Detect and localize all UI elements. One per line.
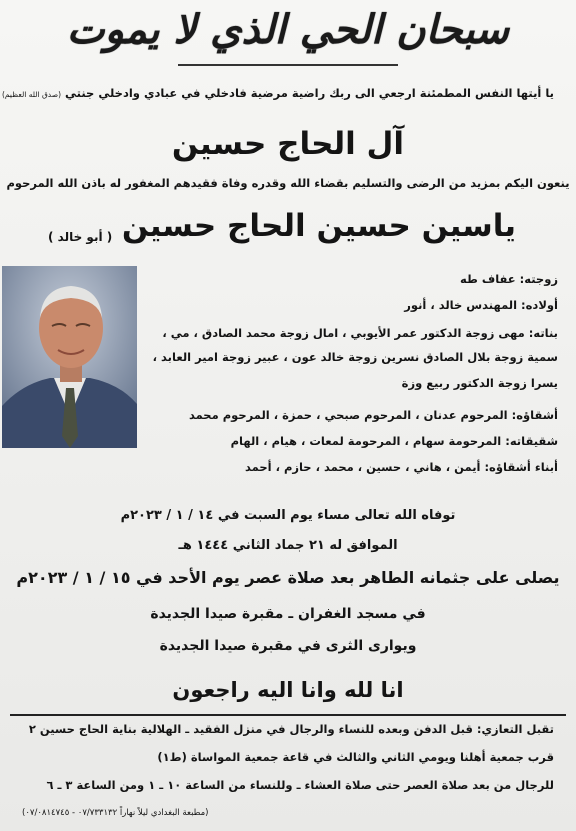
deceased-name: ياسين حسين الحاج حسين	[121, 208, 516, 244]
sons-line: أولاده: المهندس خالد ، أنور	[404, 298, 558, 312]
brothers-line: أشقاؤه: المرحوم عدنان ، المرحوم صبحي ، حمزة ، المرحوم محمد	[188, 408, 558, 422]
deceased-photo	[2, 266, 137, 448]
printer-credit: (مطبعة البغدادي ليلاً نهاراً ٠٧/٧٣٣١٣٢ - ٠٧/٠٨١٤٧٤٥)	[22, 808, 209, 818]
closing-verse: انا لله وانا اليه راجعون	[172, 678, 404, 702]
quran-verse	[2, 86, 554, 100]
hijri-date: الموافق له ٢١ جماد الثاني ١٤٤٤ هـ	[178, 538, 398, 553]
burial-location: ويوارى الثرى في مقبرة صيدا الجديدة	[159, 638, 417, 654]
funeral-prayer: يصلى على جثمانه الطاهر بعد صلاة عصر يوم الأحد في ١٥ / ١ / ٢٠٢٣م	[16, 568, 560, 587]
deceased-kunya: ( أبو خالد )	[48, 230, 113, 244]
portrait-image	[2, 266, 137, 448]
condolences-line-2: قرب جمعية أهلنا ويومي الثاني والثالث في قاعة جمعية المواساة (ط١)	[157, 750, 554, 764]
section-divider	[10, 714, 566, 716]
daughters-line-1: بناته: مهى زوجة الدكتور عمر الأيوبي ، امال زوجة محمد الصادق ، مي ،	[162, 326, 558, 340]
condolences-line-1: تقبل التعازي: قبل الدفن وبعده للنساء والرجال في منزل الفقيد ـ الهلالية بناية الحاج حسين ٢	[28, 722, 554, 736]
daughters-line-3: يسرا زوجة الدكتور ربيع وزة	[401, 376, 558, 390]
nephews-line: أبناء أشقاؤه: أيمن ، هاني ، حسين ، محمد ، حازم ، أحمد	[244, 460, 558, 474]
condolences-line-3: للرجال من بعد صلاة العصر حتى صلاة العشاء ـ وللنساء من الساعة ١٠ ـ ١ ومن الساعة ٣ ـ ٦	[46, 778, 554, 792]
daughters-line-2: سمية زوجة بلال الصادق نسرين زوجة خالد عون ، عبير زوجة امير العابد ،	[152, 350, 558, 364]
death-date: توفاه الله تعالى مساء يوم السبت في ١٤ / ١ / ٢٠٢٣م	[120, 508, 456, 523]
mosque-location: في مسجد الغفران ـ مقبرة صيدا الجديدة	[150, 606, 426, 622]
heading-underline	[178, 64, 398, 66]
sisters-line: شقيقاته: المرحومة سهام ، المرحومة لمعات ، هيام ، الهام	[230, 434, 558, 448]
verse-reference: (صدق الله العظيم)	[2, 90, 62, 99]
family-name: آل الحاج حسين	[171, 126, 405, 162]
basmala-heading: سبحان الحي الذي لا يموت	[66, 6, 510, 53]
wife-line: زوجته: عفاف طه	[460, 272, 558, 286]
announcement-intro: ينعون اليكم بمزيد من الرضى والتسليم بقضاء الله وقدره وفاة فقيدهم المغفور له باذن الله المرحوم	[6, 176, 570, 190]
verse-text: يا أيتها النفس المطمئنة ارجعي الى ربك راضية مرضية فادخلي في عبادي وادخلي جنتي	[65, 86, 554, 100]
